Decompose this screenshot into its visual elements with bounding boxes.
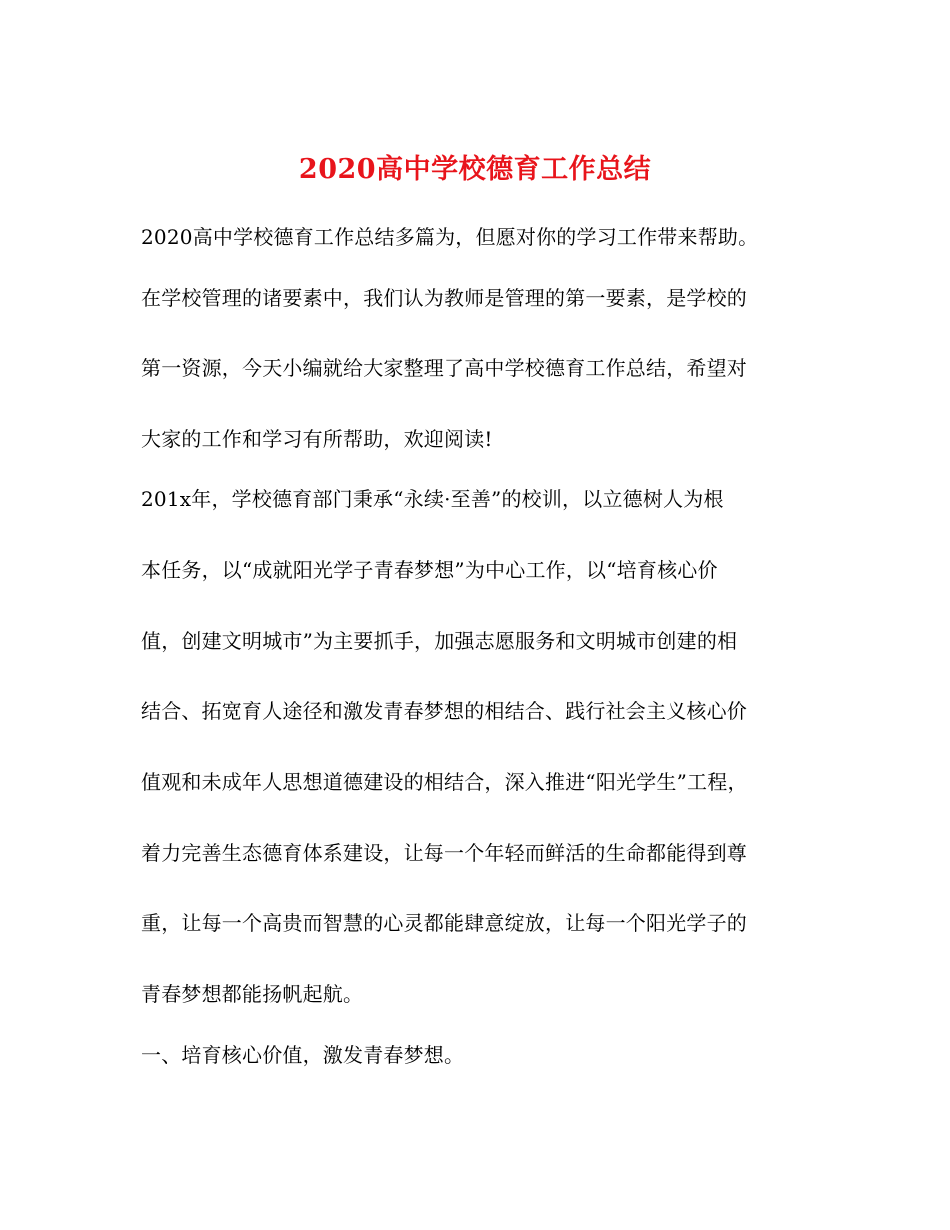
text-line: 值，创建文明城市”为主要抓手，加强志愿服务和文明城市创建的相 bbox=[141, 629, 738, 653]
text-line: 201x年，学校德育部门秉承“永续·至善”的校训，以立德树人为根 bbox=[141, 487, 724, 511]
document-title: 2020高中学校德育工作总结 bbox=[298, 154, 652, 186]
text-line: 重，让每一个高贵而智慧的心灵都能肆意绽放，让每一个阳光学子的 bbox=[141, 911, 747, 935]
text-line: 2020高中学校德育工作总结多篇为，但愿对你的学习工作带来帮助。 bbox=[141, 225, 759, 249]
text-line: 第一资源，今天小编就给大家整理了高中学校德育工作总结，希望对 bbox=[141, 356, 747, 380]
text-line: 结合、拓宽育人途径和激发青春梦想的相结合、践行社会主义核心价 bbox=[141, 699, 747, 723]
text-line: 着力完善生态德育体系建设，让每一个年轻而鲜活的生命都能得到尊 bbox=[141, 841, 747, 865]
text-line: 青春梦想都能扬帆起航。 bbox=[141, 982, 364, 1006]
section-heading: 一、培育核心价值，激发青春梦想。 bbox=[141, 1043, 465, 1067]
text-line: 在学校管理的诸要素中，我们认为教师是管理的第一要素，是学校的 bbox=[141, 286, 747, 310]
text-line: 大家的工作和学习有所帮助，欢迎阅读! bbox=[141, 427, 493, 451]
text-line: 本任务，以“成就阳光学子青春梦想”为中心工作，以“培育核心价 bbox=[141, 558, 718, 582]
text-line: 值观和未成年人思想道德建设的相结合，深入推进“阳光学生”工程， bbox=[141, 770, 748, 794]
